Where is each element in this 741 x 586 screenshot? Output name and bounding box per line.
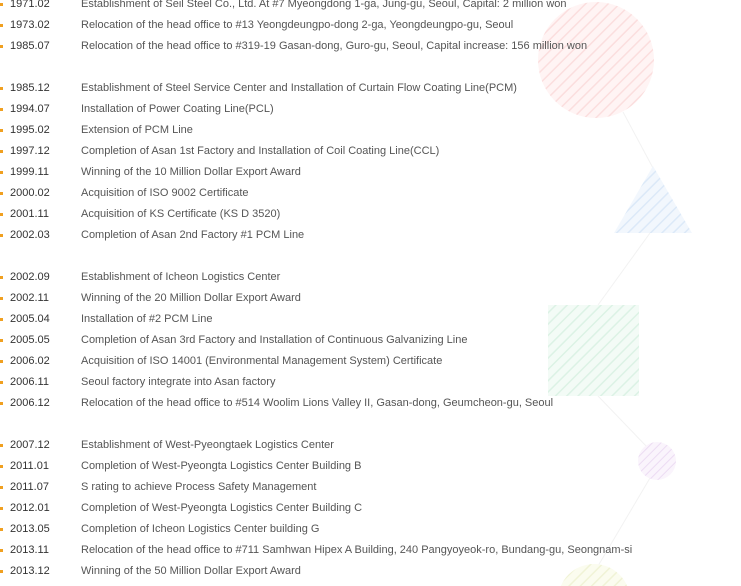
bullet-marker: [0, 507, 3, 510]
history-year: 2011.01: [10, 460, 49, 472]
history-year: 2013.11: [10, 544, 49, 556]
bullet-marker: [0, 24, 3, 27]
history-item: [0, 477, 741, 498]
history-year: 1985.12: [10, 82, 50, 94]
history-description: Acquisition of ISO 9002 Certificate: [81, 187, 249, 199]
history-item: [0, 36, 741, 57]
history-description: Establishment of Steel Service Center and Installation of Curtain Flow Coating Line(PCM): [81, 82, 517, 94]
history-item: [0, 372, 741, 393]
history-description: Relocation of the head office to #514 Woolim Lions Valley II, Gasan-dong, Geumcheon-gu, Seoul: [81, 397, 554, 409]
history-description: Relocation of the head office to #13 Yeongdeungpo-dong 2-ga, Yeongdeungpo-gu, Seoul: [81, 19, 514, 31]
history-description: Completion of Asan 1st Factory and Installation of Coil Coating Line(CCL): [81, 145, 440, 157]
history-item: [0, 288, 741, 309]
history-item: [0, 267, 741, 288]
history-year: 2013.12: [10, 565, 50, 577]
history-year: 2011.07: [10, 481, 49, 493]
bullet-marker: [0, 234, 3, 237]
bullet-marker: [0, 360, 3, 363]
bullet-marker: [0, 87, 3, 90]
history-item: [0, 561, 741, 582]
history-item: [0, 225, 741, 246]
history-item: [0, 456, 741, 477]
bullet-marker: [0, 549, 3, 552]
bullet-marker: [0, 318, 3, 321]
bullet-marker: [0, 528, 3, 531]
history-description: Installation of #2 PCM Line: [81, 313, 213, 325]
history-item: [0, 351, 741, 372]
history-item: [0, 0, 741, 15]
history-item: [0, 183, 741, 204]
history-year: 2002.03: [10, 229, 50, 241]
bullet-marker: [0, 402, 3, 405]
history-year: 1971.02: [10, 0, 50, 10]
history-description: Completion of West-Pyeongta Logistics Center Building C: [81, 502, 363, 514]
bullet-marker: [0, 276, 3, 279]
bullet-marker: [0, 171, 3, 174]
history-year: 2000.02: [10, 187, 50, 199]
history-description: S rating to achieve Process Safety Management: [81, 481, 317, 493]
bullet-marker: [0, 3, 3, 6]
bullet-marker: [0, 213, 3, 216]
history-description: Extension of PCM Line: [81, 124, 193, 136]
history-year: 2005.04: [10, 313, 50, 325]
history-item: [0, 204, 741, 225]
history-description: Relocation of the head office to #319-19 Gasan-dong, Guro-gu, Seoul, Capital increase: 156 million won: [81, 40, 588, 52]
history-item: [0, 498, 741, 519]
bullet-marker: [0, 108, 3, 111]
history-description: Winning of the 50 Million Dollar Export Award: [81, 565, 301, 577]
bullet-marker: [0, 465, 3, 468]
bullet-marker: [0, 381, 3, 384]
history-description: Establishment of Seil Steel Co., Ltd. At #7 Myeongdong 1-ga, Jung-gu, Seoul, Capital: 2 million won: [81, 0, 567, 10]
history-description: Acquisition of ISO 14001 (Environmental Management System) Certificate: [81, 355, 443, 367]
history-item: [0, 540, 741, 561]
history-item: [0, 99, 741, 120]
history-description: Completion of Icheon Logistics Center building G: [81, 523, 320, 535]
history-year: 2013.05: [10, 523, 50, 535]
history-item: [0, 435, 741, 456]
history-item: [0, 162, 741, 183]
history-item: [0, 393, 741, 414]
history-description: Completion of Asan 2nd Factory #1 PCM Line: [81, 229, 305, 241]
history-year: 2005.05: [10, 334, 50, 346]
history-year: 1973.02: [10, 19, 50, 31]
history-year: 1995.02: [10, 124, 50, 136]
history-description: Completion of Asan 3rd Factory and Installation of Continuous Galvanizing Line: [81, 334, 468, 346]
bullet-marker: [0, 45, 3, 48]
bullet-marker: [0, 129, 3, 132]
history-item: [0, 120, 741, 141]
history-item: [0, 309, 741, 330]
bullet-marker: [0, 570, 3, 573]
history-year: 2002.09: [10, 271, 50, 283]
history-item: [0, 78, 741, 99]
bullet-marker: [0, 297, 3, 300]
history-description: Acquisition of KS Certificate (KS D 3520): [81, 208, 281, 220]
history-description: Seoul factory integrate into Asan factory: [81, 376, 276, 388]
bullet-marker: [0, 339, 3, 342]
history-year: 1999.11: [10, 166, 49, 178]
history-description: Winning of the 20 Million Dollar Export Award: [81, 292, 301, 304]
history-year: 2007.12: [10, 439, 50, 451]
history-year: 1985.07: [10, 40, 50, 52]
history-item: [0, 15, 741, 36]
history-year: 2012.01: [10, 502, 50, 514]
history-year: 2002.11: [10, 292, 49, 304]
history-year: 2006.12: [10, 397, 50, 409]
history-description: Installation of Power Coating Line(PCL): [81, 103, 274, 115]
history-year: 1994.07: [10, 103, 50, 115]
history-year: 2001.11: [10, 208, 49, 220]
history-year: 2006.11: [10, 376, 49, 388]
history-item: [0, 330, 741, 351]
history-description: Relocation of the head office to #711 Samhwan Hipex A Building, 240 Pangyoyeok-ro, Bundang-gu, Seongnam-si: [81, 544, 633, 556]
history-year: 2006.02: [10, 355, 50, 367]
bullet-marker: [0, 444, 3, 447]
history-description: Establishment of West-Pyeongtaek Logistics Center: [81, 439, 334, 451]
bullet-marker: [0, 192, 3, 195]
history-year: 1997.12: [10, 145, 50, 157]
bullet-marker: [0, 486, 3, 489]
history-item: [0, 519, 741, 540]
history-item: [0, 141, 741, 162]
history-description: Winning of the 10 Million Dollar Export Award: [81, 166, 301, 178]
history-description: Establishment of Icheon Logistics Center: [81, 271, 281, 283]
history-description: Completion of West-Pyeongta Logistics Center Building B: [81, 460, 362, 472]
bullet-marker: [0, 150, 3, 153]
